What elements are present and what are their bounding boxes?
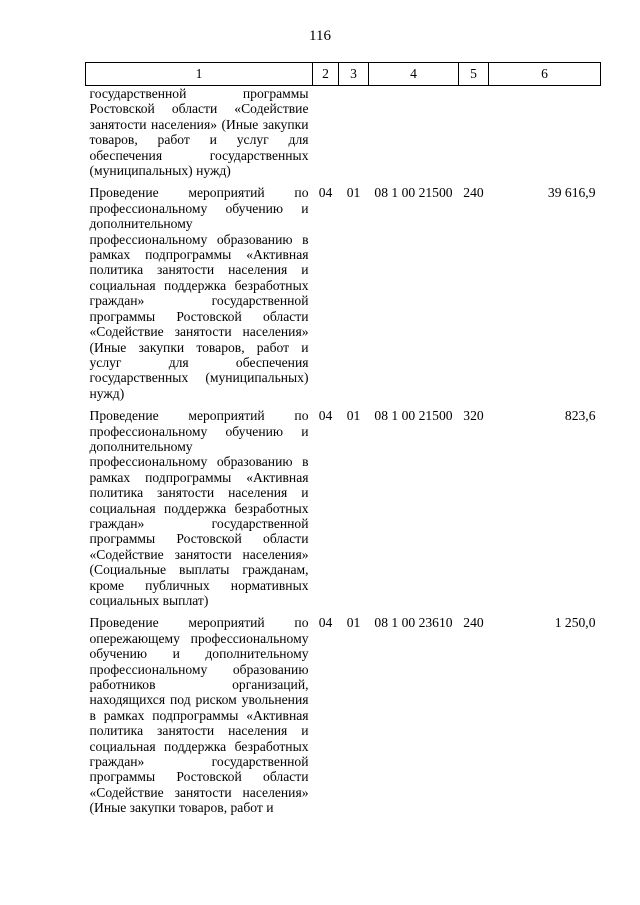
- table-row: [86, 185, 601, 408]
- row-description: Проведение мероприятий по профессиональному обучению и дополнительному профессиональному образованию в рамках подпрограммы «Активная политика занятости населения и социальная поддержка безработных граждан» государственной программы Ростовской области «Содействие занятости населения» (Социальные выплаты гражданам, кроме публичных нормативных социальных выплат): [89, 408, 309, 608]
- table-row: [86, 408, 601, 615]
- row-description: государственной программы Ростовской области «Содействие занятости населения» (Иные закупки товаров, работ и услуг для обеспечения государственных (муниципальных) нужд): [89, 86, 309, 179]
- row-section: 04: [318, 185, 333, 201]
- header-col-3: 3: [339, 63, 369, 86]
- table-row: [86, 86, 601, 186]
- row-target-code: 08 1 00 21500: [374, 185, 453, 201]
- row-target-code: 08 1 00 23610: [374, 615, 453, 631]
- row-amount: 823,6: [564, 408, 596, 424]
- row-section: [313, 86, 339, 186]
- row-subsection: 01: [346, 615, 361, 631]
- header-col-2: 2: [313, 63, 339, 86]
- row-subsection: 01: [346, 408, 361, 424]
- row-description: Проведение мероприятий по опережающему профессиональному обучению и дополнительному профессиональному образованию работников организаций, находящихся под риском увольнения в рамках подпрограммы «Активная политика занятости населения и социальная поддержка безработных граждан» государственной программы Ростовской области «Содействие занятости населения» (Иные закупки товаров, работ и: [89, 615, 309, 816]
- row-expense-type: 240: [463, 185, 484, 201]
- row-subsection: [339, 86, 369, 186]
- row-expense-type: 240: [463, 615, 484, 631]
- budget-table: [85, 62, 601, 823]
- row-amount: [489, 86, 601, 186]
- row-target-code: [369, 86, 459, 186]
- table-row: [86, 615, 601, 822]
- row-amount: 39 616,9: [547, 185, 596, 201]
- row-subsection: 01: [346, 185, 361, 201]
- row-amount: 1 250,0: [554, 615, 596, 631]
- row-expense-type: [459, 86, 489, 186]
- header-col-5: 5: [459, 63, 489, 86]
- page-number: 116: [309, 28, 331, 44]
- header-col-4: 4: [369, 63, 459, 86]
- row-target-code: 08 1 00 21500: [374, 408, 453, 424]
- header-col-1: 1: [86, 63, 313, 86]
- row-description: Проведение мероприятий по профессиональному обучению и дополнительному профессиональному образованию в рамках подпрограммы «Активная политика занятости населения и социальная поддержка безработных граждан» государственной программы Ростовской области «Содействие занятости населения» (Иные закупки товаров, работ и услуг для обеспечения государственных (муниципальных) нужд): [89, 185, 309, 401]
- row-expense-type: 320: [463, 408, 484, 424]
- row-section: 04: [318, 408, 333, 424]
- table-header-row: [86, 63, 601, 86]
- header-col-6: 6: [489, 63, 601, 86]
- row-section: 04: [318, 615, 333, 631]
